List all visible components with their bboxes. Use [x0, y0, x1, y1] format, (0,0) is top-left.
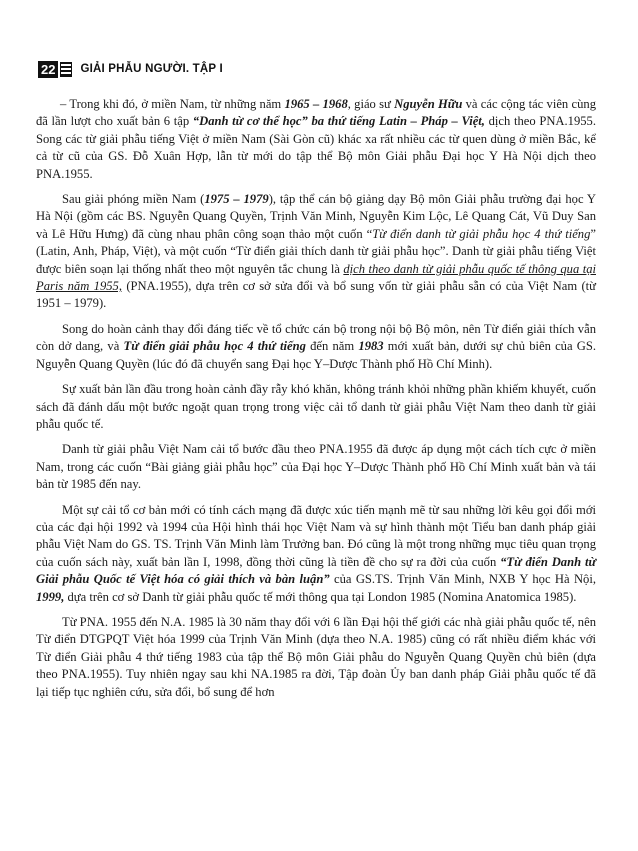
text-run: Từ điển giải phẫu học 4 thứ tiếng [123, 339, 306, 354]
paragraph [36, 191, 596, 313]
running-header [38, 60, 223, 78]
text-run: dựa trên cơ sở Danh từ giải phẫu quốc tế mới thông qua tại London 1985 (Nomina Anatomica 1985). [64, 589, 577, 604]
page-number: 22 [38, 61, 58, 78]
paragraph [36, 321, 596, 373]
text-run: Từ điển danh từ giải phẫu học 4 thứ tiếng [372, 226, 591, 241]
paragraph [36, 502, 596, 606]
text-run: 1983 [358, 339, 384, 354]
text-run: ), tập thể cán bộ giảng dạy Bộ môn Giải phẫu trường đại học Y Hà Nội (gồm các BS. Nguyễn Quang Quyền, Trịnh Văn Minh, Nguyễn Kim Lộc, Lê Quang Cát, Vũ Duy San và Lê Hữu Hưng) đã cùng nhau phân công soạn thảo một cuốn “ [36, 192, 597, 241]
text-run: Nguyễn Hữu [394, 97, 463, 111]
text-run: Sự xuất bản lần đầu trong hoàn cảnh đầy rẫy khó khăn, không tránh khỏi những phần khiếm khuyết, cuốn sách đã đánh dấu một bước ngoặt quan trọng trong việc cải tổ danh từ giải phẫu Việt Nam theo danh từ giải phẫu quốc tế. [36, 382, 596, 431]
text-run: của GS.TS. Trịnh Văn Minh, NXB Y học Hà Nội, [329, 572, 596, 587]
ornament-icon [60, 62, 72, 77]
text-run: Từ PNA. 1955 đến N.A. 1985 là 30 năm thay đổi với 6 lần Đại hội thế giới các nhà giải phẫu quốc tế, nên Từ điển DTGPQT Việt hóa 1999 của Trịnh Văn Minh (dựa theo N.A. 1985) cũng có rất nhiều điểm khác với Từ điển Giải phẫu 4 thứ tiếng 1983 của tập thể Bộ môn Giải phẫu do Nguyễn Quang Quyền chủ biên (dựa theo PNA.1955). Tuy nhiên ngay sau khi NA.1985 ra đời, Tập đoàn Ủy ban danh pháp Giải phẫu quốc tế đã lại tiếp tục nghiên cứu, sửa đổi, bổ sung để hơn [36, 614, 596, 699]
text-run: Sau giải phóng miền Nam ( [62, 192, 205, 207]
text-run: mới xuất bản, dưới sự chủ biên của GS. Nguyễn Quang Quyền (lúc đó đã chuyển sang Đại học Y–Dược Thành phố Hồ Chí Minh). [36, 339, 597, 371]
text-run: và các cộng tác viên cùng đã lần lượt cho xuất bản 6 tập [36, 97, 596, 129]
paragraph [36, 614, 596, 701]
text-run: dịch theo PNA.1955. Song các từ giải phẫu tiếng Việt ở miền Nam (Sài Gòn cũ) khác xa rất nhiều các từ quen dùng ở miền Bắc, kể cả từ cũ của GS. Đỗ Xuân Hợp, lẫn từ mới do tập thể Bộ môn Giải phẫu Đại học Y Hà Nội dịch theo PNA.1955. [36, 114, 596, 181]
text-run: đến năm [305, 339, 359, 354]
paragraph [36, 381, 596, 433]
paragraph [36, 96, 596, 183]
text-run: “Danh từ cơ thể học” ba thứ tiếng Latin – Pháp – Việt, [192, 114, 485, 129]
text-run: 1975 – 1979 [204, 192, 269, 207]
text-run: – Trong khi đó, ở miền Nam, từ những năm [60, 97, 285, 111]
text-run: Một sự cải tổ cơ bản mới có tính cách mạng đã được xúc tiến mạnh mẽ từ sau những lời kêu gọi đổi mới của các đại hội 1992 và 1994 của Hội hình thái học Việt Nam và sự hình thành một Tiểu ban danh pháp giải phẫu Việt Nam do GS. TS. Trịnh Văn Minh làm Trưởng ban. Đó cũng là một trong những mục tiêu quan trọng của cuốn sách này, xuất bản lần I, 1998, đồng thời cũng là tiền đề cho sự ra đời của cuốn [36, 502, 596, 569]
text-run: 1965 – 1968 [284, 97, 348, 111]
body-text [36, 96, 596, 709]
text-run: “Từ điển Danh từ Giải phẫu Quốc tế Việt hóa có giải thích và bàn luận” [36, 554, 596, 587]
text-run: Song do hoàn cảnh thay đổi đáng tiếc về tổ chức cán bộ trong nội bộ Bộ môn, nên Từ điển giải thích vẫn còn dở dang, và [36, 321, 596, 354]
text-run: ” (Latin, Anh, Pháp, Việt), và một cuốn “Từ điển giải thích danh từ giải phẫu học”. Danh từ giải phẫu tiếng Việt được biên soạn lại thống nhất theo một nguyên tắc chung là [36, 226, 596, 276]
text-run: Danh từ giải phẫu Việt Nam cải tổ bước đầu theo PNA.1955 đã được áp dụng một cách tích cực ở miền Nam, trong các cuốn “Bài giảng giải phẫu học” của Đại học Y–Dược Thành phố Hồ Chí Minh xuất bản và tái bản từ 1985 đến nay. [36, 442, 596, 492]
text-run: 1999, [36, 589, 65, 604]
text-run: , giáo sư [347, 97, 395, 111]
running-title: GIẢI PHẪU NGƯỜI. TẬP I [80, 63, 223, 75]
paragraph [36, 441, 596, 493]
text-run: dịch theo danh từ giải phẫu quốc tế thông qua tại Paris năm 1955, [36, 261, 596, 294]
text-run: (PNA.1955), dựa trên cơ sở sửa đổi và bổ sung vốn từ giải phẫu sẵn có của Việt Nam (từ 1951 – 1979). [36, 279, 596, 311]
